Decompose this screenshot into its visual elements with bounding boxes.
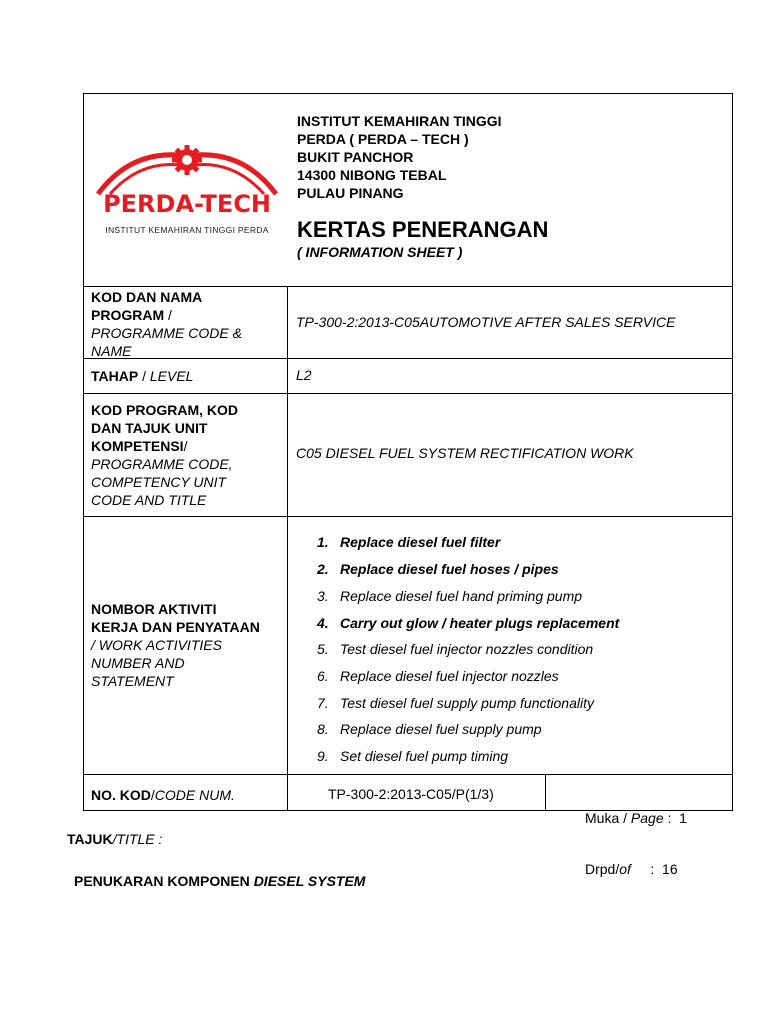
row-divider	[83, 286, 733, 287]
row-divider	[83, 774, 733, 775]
program-value: TP-300-2:2013-C05AUTOMOTIVE AFTER SALES SERVICE	[296, 314, 676, 330]
competency-value: C05 DIESEL FUEL SYSTEM RECTIFICATION WORK	[296, 445, 634, 461]
institution-line: PULAU PINANG	[297, 185, 404, 201]
activity-item: 3. Replace diesel fuel hand priming pump	[317, 588, 583, 604]
institution-line: 14300 NIBONG TEBAL	[297, 167, 447, 183]
code-label: NO. KOD/CODE NUM.	[91, 787, 235, 803]
page-number: 1	[679, 810, 687, 826]
activity-item: 8. Replace diesel fuel supply pump	[317, 721, 542, 737]
institution-line: PERDA ( PERDA – TECH )	[297, 131, 469, 147]
code-value: TP-300-2:2013-C05/P(1/3)	[328, 786, 494, 802]
column-divider	[545, 774, 546, 811]
row-divider	[83, 393, 733, 394]
activity-item: 6. Replace diesel fuel injector nozzles	[317, 668, 559, 684]
institution-line: BUKIT PANCHOR	[297, 149, 414, 165]
activity-item: 1. Replace diesel fuel filter	[317, 534, 501, 550]
document-title: KERTAS PENERANGAN	[297, 217, 549, 242]
program-label: KOD DAN NAMA PROGRAM / PROGRAMME CODE & NAME	[91, 289, 242, 359]
column-divider	[287, 286, 288, 811]
activity-item: 4. Carry out glow / heater plugs replacement	[317, 615, 620, 631]
level-label: TAHAP / LEVEL	[91, 368, 194, 384]
institution-line: INSTITUT KEMAHIRAN TINGGI	[297, 113, 502, 129]
title-label: TAJUK/TITLE :	[67, 831, 163, 847]
document-subtitle: ( INFORMATION SHEET )	[297, 244, 463, 260]
logo-wordmark: PERDA-TECH	[103, 190, 271, 218]
activities-label: NOMBOR AKTIVITI KERJA DAN PENYATAAN / WORK ACTIVITIES NUMBER AND STATEMENT	[91, 601, 260, 689]
page-info: Muka / Page : 1 Drpd/of : 16	[585, 810, 687, 877]
activity-item: 9. Set diesel fuel pump timing	[317, 748, 509, 764]
institution-address	[297, 112, 502, 202]
activity-item: 5. Test diesel fuel injector nozzles condition	[317, 641, 594, 657]
activity-item: 7. Test diesel fuel supply pump functionality	[317, 695, 594, 711]
logo-subtitle: INSTITUT KEMAHIRAN TINGGI PERDA	[105, 225, 269, 235]
perda-tech-logo	[92, 138, 282, 248]
level-value: L2	[296, 367, 312, 383]
subject-title: PENUKARAN KOMPONEN DIESEL SYSTEM	[74, 873, 366, 889]
activity-item: 2. Replace diesel fuel hoses / pipes	[317, 561, 559, 577]
logo-emblem-icon	[92, 138, 282, 198]
competency-label: KOD PROGRAM, KOD DAN TAJUK UNIT KOMPETENSI/ PROGRAMME CODE, COMPETENCY UNIT CODE AND TITLE	[91, 402, 238, 508]
row-divider	[83, 516, 733, 517]
page-total: 16	[662, 861, 678, 877]
